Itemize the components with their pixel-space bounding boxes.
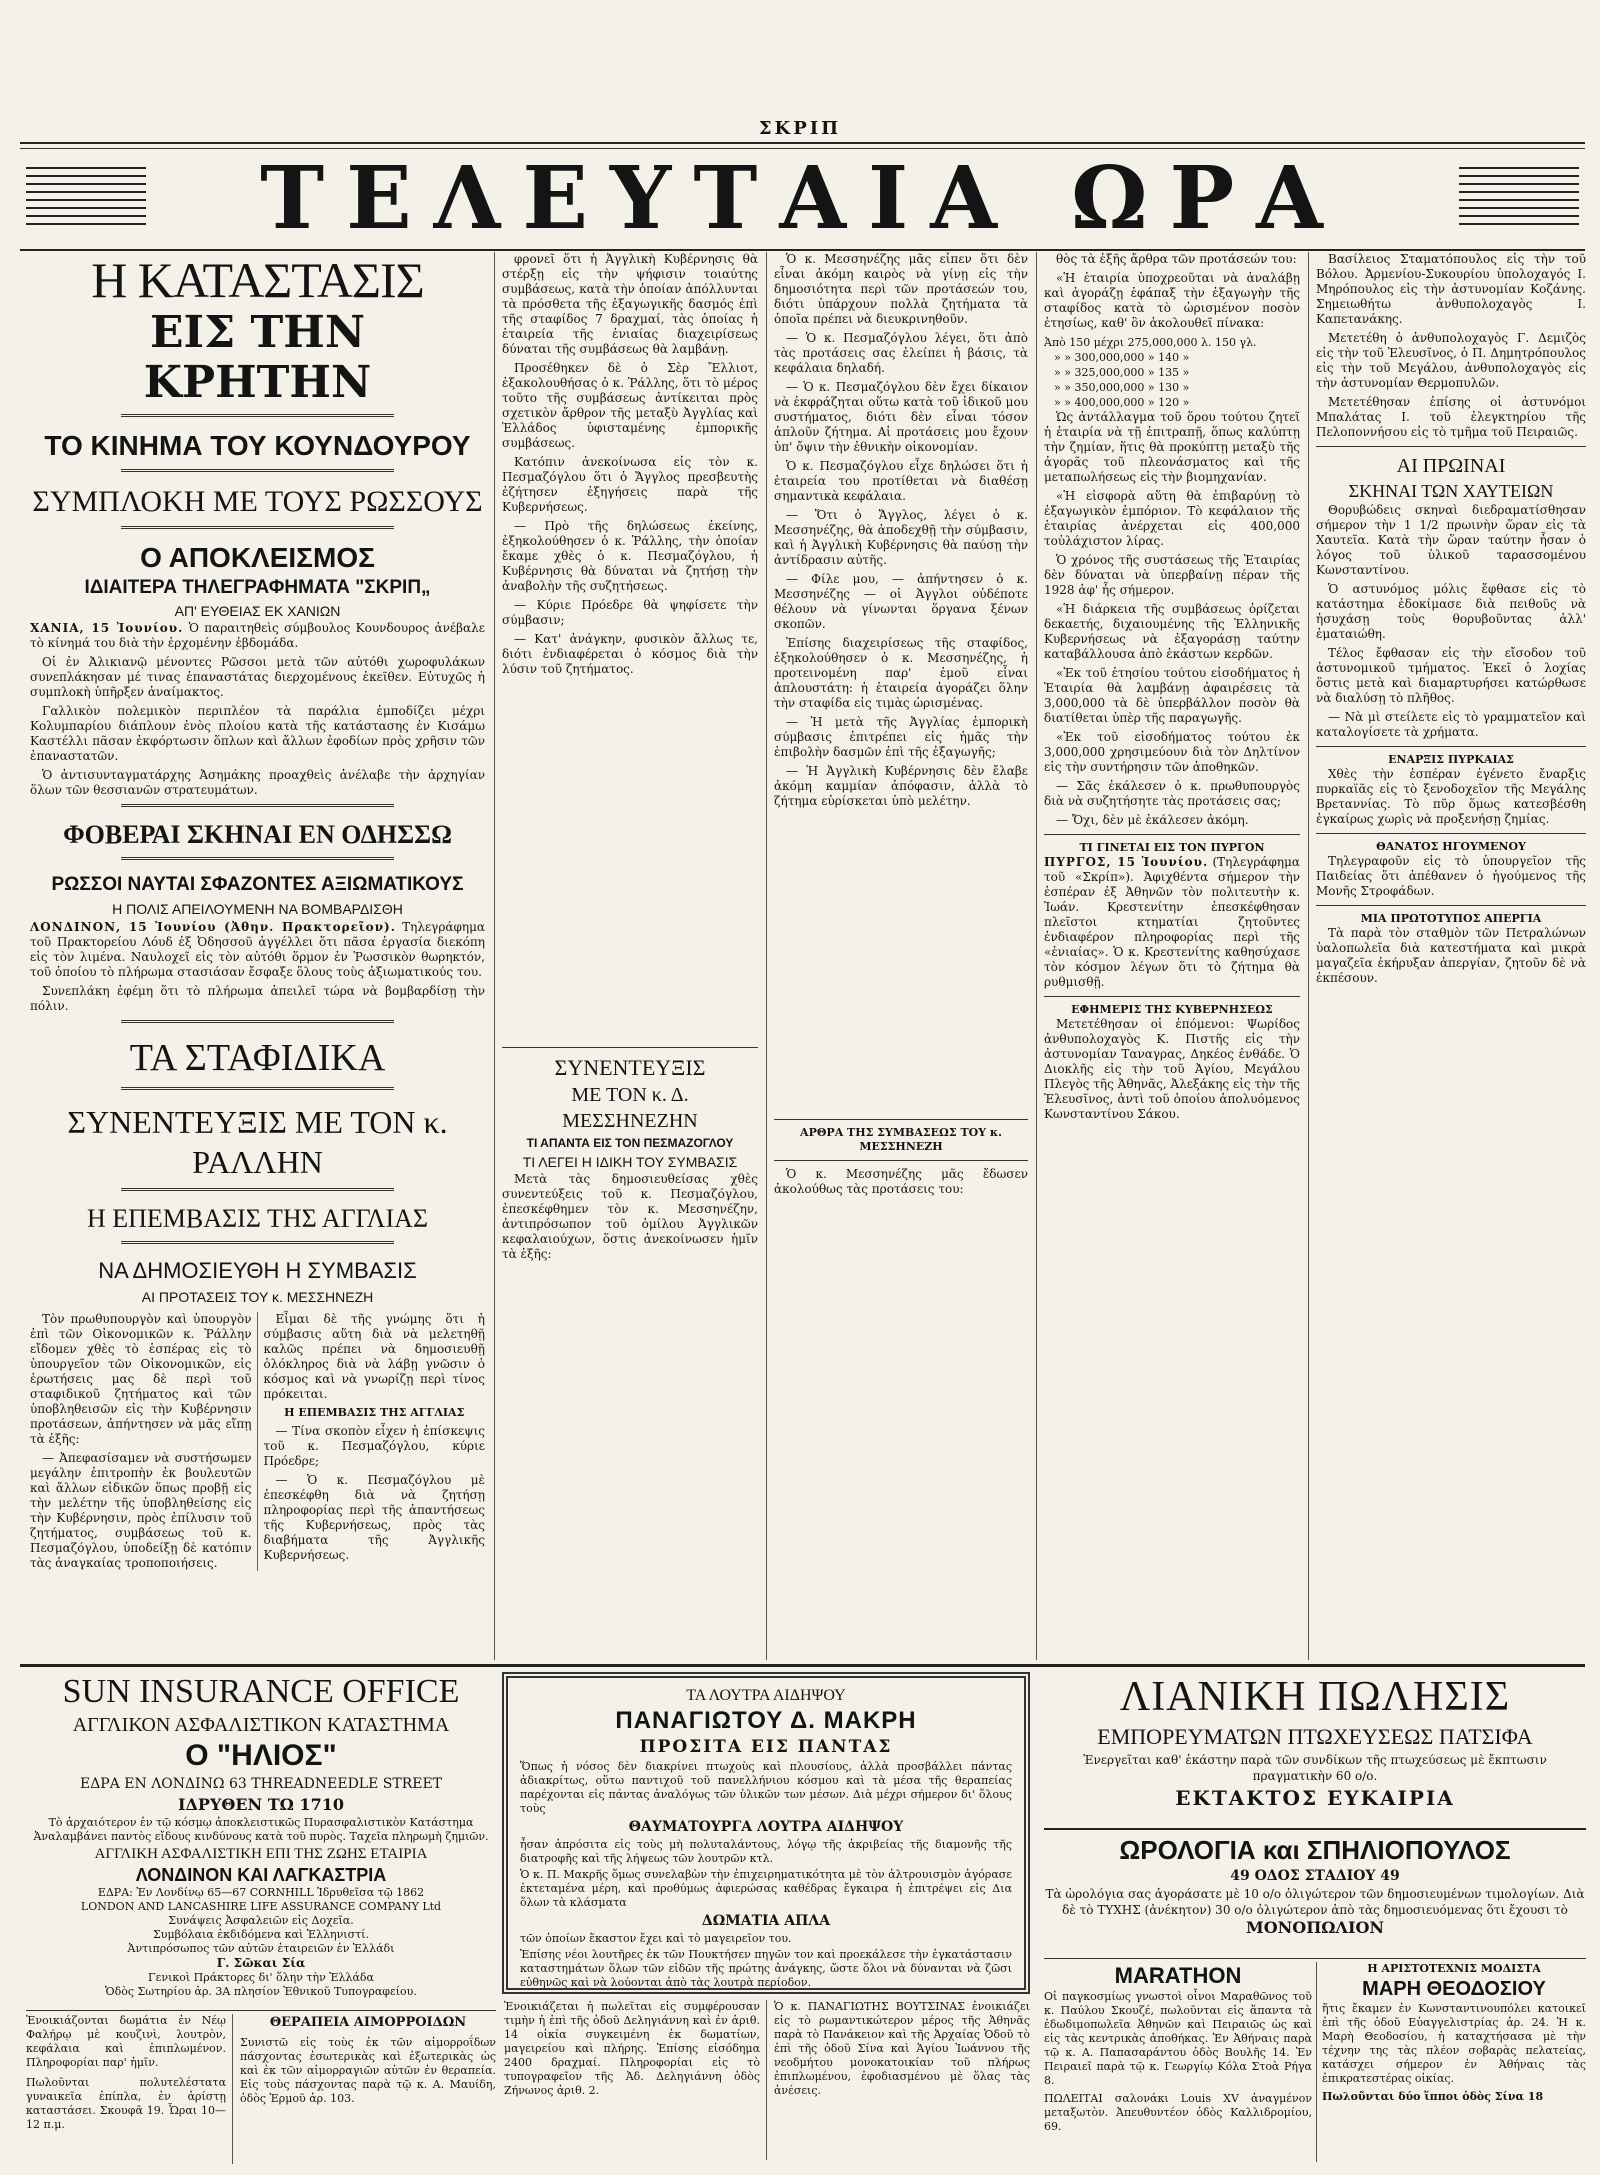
ad-loutra-aidipsou — [502, 1672, 1030, 1994]
crete-headline-6: ΙΔΙΑΙΤΕΡΑ ΤΗΛΕΓΡΑΦΗΜΑΤΑ "ΣΚΡΙΠ„ — [84, 577, 431, 598]
ornament — [121, 1087, 394, 1096]
syn-paragraph-1: Μετὰ τὰς δημοσιευθείσας χθὲς συνεντεύξεις τοῦ κ. Πεσμαζόγλου, ἐπεσκέφθημεν τὸν κ. Μεσσηνέζην, ἀντιπρόσωπον τοῦ ὀμίλου Ἀγγλικῶν κεφαλαιούχων, ὅστις ἀνεκοίνωσεν ἡμῖν τὰ ἑξῆς: — [502, 1172, 758, 1261]
ad-orologia — [1044, 1834, 1586, 1954]
col2-paragraph-4: — Πρὸ τῆς δηλώσεως ἐκείνης, ἐξηκολούθησεν ὁ κ. Ῥάλλης, τὴν ὁποίαν ἔκαμε χθὲς ὁ κ. Πεσμαζόγλου, ἡ Κυβέρνησις θὰ δύναται νὰ ζητήσῃ τὴν ἀναβολὴν τῆς συζητήσεως. — [502, 519, 758, 593]
ornament — [121, 857, 394, 866]
col4-paragraph-9: — Σᾶς ἐκάλεσεν ὁ κ. πρωθυπουργὸς διὰ νὰ συζητήσητε τὰς προτάσεις σας; — [1044, 779, 1300, 808]
lianiki-sub: ΕΜΠΟΡΕΥΜΑΤΩΝ ΠΤΩΧΕΥΣΕΩΣ ΠΑΤΣΙΦΑ — [1097, 1724, 1533, 1749]
loutra-p3: Ὁ κ. Π. Μακρῆς ὅμως συνελαβὼν τὴν ἐπιχειρηματικότητα μὲ τὸν ἀλτρουισμὸν ἀγόρασε ἐκτεταμένα μέρη, καὶ προθύμως ἀφιερώσας καθέδρας ἔγκαιρα ἡ ἐπιτρέψει εἰς Δια ὅλων τὰ κλάσματα — [520, 1868, 1012, 1909]
loutra-p2: ἦσαν ἀπρόσιτα εἰς τοὺς μὴ πολυταλάντους, λόγῳ τῆς ἀκριβείας τῆς διαμονῆς τῆς διατροφῆς καὶ τῆς λήψεως τῶν λουτρῶν κτλ. — [520, 1838, 1012, 1865]
loutra-p5: Ἐπίσης νέοι λουτῆρες ἐκ τῶν Πουκτήσεν πηγῶν τον καὶ προεκάλεσε τὴν ἐγκατάστασιν καταστημάτων ὅλων τῶν εἰδῶν τῆς πρώτης ἀνάγκης, ὥστε ὅλοι νὰ δύνανται νὰ ζῶσι εὐθηνῶς καὶ νὰ λούονται ἀπὸ τὰς λουτρὰ περίοδον. — [520, 1948, 1012, 1989]
syn-headline-4: ΤΙ ΛΕΓΕΙ Η ΙΔΙΚΗ ΤΟΥ ΣΥΜΒΑΣΙΣ — [522, 1154, 738, 1170]
staf-headline-1: ΤΑ ΣΤΑΦΙΔΙΚΑ — [129, 1037, 386, 1079]
col4-paragraph-4: «Ἡ εἰσφορὰ αὕτη θὰ ἐπιβαρύνῃ τὸ ἐξαγωγικὸν ἐμπόριον. Τὸ κεφάλαιον τῆς ἑταιρίας ἀνέρχεται εἰς 400,000 τοὐλάχιστον λίρας. — [1044, 489, 1300, 548]
staf-paragraph-4: — Τίνα σκοπὸν εἶχεν ἡ ἐπίσκεψις τοῦ κ. Πεσμαζόγλου, κύριε Πρόεδρε; — [263, 1424, 485, 1468]
odessa-paragraph-1 — [30, 920, 485, 980]
staf-headline-5: ΑΙ ΠΡΟΤΑΣΕΙΣ ΤΟΥ κ. ΜΕΣΣΗΝΕΖΗ — [141, 1289, 374, 1305]
modista-p2: Πωλοῦνται δύο ἵπποι ὁδὸς Σίνα 18 — [1322, 2090, 1544, 2103]
col-rule-4 — [1308, 252, 1309, 1660]
ornament — [121, 1188, 394, 1197]
separator — [1044, 996, 1300, 997]
enoik-text: Ἐνοικιάζεται ἡ πωλεῖται εἰς συμφέρουσαν τιμὴν ἡ ἐπὶ τῆς ὁδοῦ Δεληγιάννη καὶ ἐν ἀριθ. 14 οἰκία συγκειμένη ἐκ δωματίων, μαγειρείου καὶ πλήρης. Ἐπίσης εἰσόδημα 2400 δραχμαί. Πληροφορίαι εἰς τὸ τυπογραφεῖον τῆς Ἀδ. Δεληγιάννη ὁδὸς Ζήνωνος ἀριθ. 2. — [504, 2000, 760, 2097]
ads-rule — [26, 2010, 496, 2011]
haut-headline-1: ΑΙ ΠΡΩΙΝΑΙ — [1396, 455, 1506, 477]
col2-paragraph-5: — Κύριε Πρόεδρε θὰ ψηφίσετε τὴν σύμβασιν; — [502, 598, 758, 627]
col-rule-2 — [766, 252, 767, 1660]
arthra-headline: ΑΡΘΡΑ ΤΗΣ ΣΥΜΒΑΣΕΩΣ ΤΟΥ κ. ΜΕΣΣΗΝΕΖΗ — [800, 1126, 1002, 1153]
staf-headline-4: ΝΑ ΔΗΜΟΣΙΕΥΘΗ Η ΣΥΜΒΑΣΙΣ — [98, 1258, 417, 1283]
staf-subhead: Η ΕΠΕΜΒΑΣΙΣ ΤΗΣ ΑΓΓΛΙΑΣ — [284, 1406, 465, 1419]
staf-paragraph-5: — Ὁ κ. Πεσμαζόγλου μὲ ἐπεσκέφθη διὰ νὰ ζητήσῃ πληροφορίας περὶ τῆς ἀπαντήσεως τῆς Κυβερνήσεως, πρὸς τὰς διαβήματα τῆς Ἀγγλικῆς Κυβερνήσεως. — [263, 1473, 485, 1562]
ornament — [121, 1241, 394, 1250]
sun-line9: Ἀντιπρόσωπος τῶν αὐτῶν ἑταιρειῶν ἐν Ἑλλάδι — [127, 1942, 395, 1955]
ad-enoikiazetai — [504, 2000, 760, 2160]
sun-line7: Συνάψεις Ἀσφαλειῶν εἰς Δοχεῖα. — [168, 1914, 354, 1927]
col3-paragraph-1: Ὁ κ. Μεσσηνέζης μᾶς εἶπεν ὅτι δὲν εἶναι ἀκόμη καιρὸς νὰ γίνῃ εἰς τὴν δημοσιότητα περὶ τῶν προτάσεών του, διότι ὑπάρχουν πολλὰ ζητήματα τὰ ὁποῖα πρέπει νὰ διευκρινηθοῦν. — [774, 252, 1028, 326]
syn-headline-1: ΣΥΝΕΝΤΕΥΞΙΣ — [554, 1055, 706, 1080]
separator — [774, 1160, 1028, 1161]
modista-top: Η ΑΡΙΣΤΟΤΕΧΝΙΣ ΜΟΔΙΣΤΑ — [1367, 1962, 1541, 1975]
than-paragraph: Τηλεγραφοῦν εἰς τὸ ὑπουργεῖον τῆς Παιδείας ὅτι ἀπέθανεν ὁ ἡγούμενος τῆς Μονῆς Στροφάδων. — [1316, 854, 1586, 898]
col3-paragraph-4: Ὁ κ. Πεσμαζόγλου εἶχε δηλώσει ὅτι ἡ ἑταιρεία του προτίθεται νὰ διαθέσῃ σημαντικὰ κεφάλαια. — [774, 459, 1028, 503]
modista-text: ἥτις ἔκαμεν ἐν Κωνσταντινουπόλει κατοικεῖ ἐπὶ τῆς ὁδοῦ Εὐαγγελιστρίας ἀρ. 24. Ἡ κ. Μαρὴ Θεοδοσίου, ἡ καταχτήσασα μὲ τὴν τέχνην της τὰς πλέον σοβαρὰς πελατείας, κατάσχει σήμερον ἐν Ἀθήναις τὰς ἐπικρατεστέρας οἰκίας. — [1322, 2002, 1586, 2085]
col2-paragraph-2: Προσέθηκεν δὲ ὁ Σὲρ Ἔλλιοτ, ἐξακολουθήσας ὁ κ. Ῥάλλης, ὅτι τὸ μέρος τοῦτο τῆς συμβάσεως ἀντίκειται πρὸς σχετικὸν ἄρθρον τῆς μεταξὺ Ἀγγλίας καὶ Ἑλλάδος ὑφισταμένης ἐμπορικῆς συμβάσεως. — [502, 361, 758, 450]
ornament — [121, 526, 394, 535]
ad-voutsinas — [774, 2000, 1030, 2160]
col4-paragraph-5: Ὁ χρόνος τῆς συστάσεως τῆς Ἑταιρίας δὲν δύναται νὰ ὑπερβαίνῃ πέραν τῆς 1928 ἀφ' ἧς σήμερον. — [1044, 553, 1300, 597]
staf-paragraph-3: Εἶμαι δὲ τῆς γνώμης ὅτι ἡ σύμβασις αὕτη διὰ νὰ μελετηθῇ καλῶς πρέπει νὰ δημοσιευθῇ ὁλόκληρος διὰ νὰ λάβῃ γνῶσιν ὁ κόσμος καὶ νὰ γνωρίζῃ περὶ τίνος πρόκειται. — [263, 1312, 485, 1401]
syn-headline-3: ΤΙ ΑΠΑΝΤΑ ΕΙΣ ΤΟΝ ΠΕΣΜΑΖΟΓΛΟΥ — [526, 1136, 734, 1150]
haut-paragraph-4: — Νὰ μὶ στείλετε εἰς τὸ γραμματεῖον καὶ καταλογίσετε τὰ χρήματα. — [1316, 710, 1586, 739]
loutra-top: ΤΑ ΛΟΥΤΡΑ ΑΙΔΗΨΟΥ — [686, 1687, 846, 1704]
col2-paragraph-6: — Κατ' ἀνάγκην, φυσικὸν ἄλλως τε, διότι ἐνδιαφέρεται ὁ κόσμος διὰ τὴν λύσιν τοῦ ζητήματος. — [502, 632, 758, 676]
col4-table-row: » » 300,000,000 » 140 » — [1054, 351, 1190, 364]
odessa-headline-1: ΦΟΒΕΡΑΙ ΣΚΗΝΑΙ ΕΝ ΟΔΗΣΣΩ — [63, 820, 452, 849]
small-ad-2: Πωλοῦνται πολυτελέστατα γυναικεῖα ἐπίπλα, ἐν ἀρίστῃ καταστάσει. Σκουφᾶ 19. Ὧραι 10—12 π.μ. — [26, 2076, 226, 2131]
col4-table-intro: Ἀπὸ 150 μέχρι 275,000,000 λ. 150 γλ. — [1044, 336, 1257, 349]
separator — [1316, 746, 1586, 747]
pyrgos-headline: ΤΙ ΓΙΝΕΤΑΙ ΕΙΣ ΤΟΝ ΠΥΡΓΟΝ — [1079, 841, 1265, 854]
column-1 — [30, 252, 485, 1662]
haut-paragraph-2: Ὁ αστυνόμος μόλις ἔφθασε εἰς τὸ κατάστημα ἐδοκίμασε διὰ πειθοῦς νὰ ἡσυχάσῃ τοὺς θορυβοῦντας ἀλλ' ἐματαιώθη. — [1316, 582, 1586, 641]
col4-paragraph-6: «Ἡ διάρκεια τῆς συμβάσεως ὁρίζεται δεκαετής, διχαιουμένης τῆς Ἑλληνικῆς Κυβερνήσεως νὰ ἐξαγοράσῃ ταύτην καταβάλλουσα ἀπὸ ἑκάστων κερδῶν. — [1044, 602, 1300, 661]
ad-marathon — [1044, 1962, 1312, 2162]
separator — [1044, 834, 1300, 835]
col4-paragraph-1: θὸς τὰ ἑξῆς ἄρθρα τῶν προτάσεών του: — [1056, 252, 1297, 266]
sun-sub1: ΑΓΓΛΙΚΟΝ ΑΣΦΑΛΙΣΤΙΚΟΝ ΚΑΤΑΣΤΗΜΑ — [72, 1714, 450, 1736]
lianiki-title: ΛΙΑΝΙΚΗ ΠΩΛΗΣΙΣ — [1119, 1674, 1511, 1720]
ads-col-rule — [766, 2000, 767, 2160]
ornament — [121, 414, 394, 423]
col2-filler — [502, 681, 758, 1041]
staf-headline-2: ΣΥΝΕΝΤΕΥΞΙΣ ΜΕ ΤΟΝ κ. ΡΑΛΛΗΝ — [67, 1104, 448, 1180]
voutsina-text: Ὁ κ. ΠΑΝΑΓΙΩΤΗΣ ΒΟΥΤΣΙΝΑΣ ἐνοικιάζει εἰς τὸ ρωμαντικώτερον μέρος τῆς Ἀθηνᾶς παρὰ τὸ Πανάκειον καὶ τῆς Ἀρχαίας Ὁδοῦ τὸ ἐπὶ τῆς ὁδοῦ Σίνα καὶ Ἁγίου Ἰωάννου τῆς νεοδμήτου μονοκατοικίαν τοῦ πλήρως ἐπιπλωμένου, ἐφοδιασμένου μὲ ὅλας τὰς ἀνέσεις. — [774, 2000, 1030, 2097]
pyrgos-text: (Τηλεγράφημα τοῦ «Σκρίπ»). Ἀφιχθέντα σήμερον τὴν ἑσπέραν ἐξ Ἀθηνῶν τὸν πολιτευτὴν κ. Ἰωάν. Κρεστενίτην ἐπεσκέφθησαν πλεῖστοι κτηματίαι ζητοῦντες ἐνδιαφέρον πληροφορίας περὶ τῆς «ἑνιαίας». Ὁ κ. Κρεστενίτης καθησύχασε τὸν κόσμον λέγων ὅτι τὸ ζήτημα θὰ ρυθμισθῇ. — [1044, 855, 1300, 989]
col-rule-1 — [494, 252, 495, 1660]
ad-sun-insurance — [26, 1672, 496, 2008]
crete-paragraph-4: Ὁ ἀντισυνταγματάρχης Ἀσημάκης προαχθεὶς ἀνέλαβε τὴν ἀρχηγίαν ὅλων τῶν θεσσιανῶν στρατευμάτων. — [30, 768, 485, 797]
col4-paragraph-8: «Ἐκ τοῦ εἰσοδήματος τούτου ἐκ 3,000,000 χρησιμεύουν διὰ τὸν Δηλτίνον εἰς τὴν συντήρησιν τῶν ἀποθηκῶν. — [1044, 730, 1300, 774]
loutra-head2: ΘΑΥΜΑΤΟΥΡΓΑ ΛΟΥΤΡΑ ΑΙΔΗΨΟΥ — [628, 1819, 904, 1835]
sun-line1: ΕΔΡΑ ΕΝ ΛΟΝΔΙΝΩ 63 THREADNEEDLE STREET — [79, 1776, 443, 1792]
orologia-addr: 49 ΟΔΟΣ ΣΤΑΔΙΟΥ 49 — [1230, 1868, 1400, 1884]
pyrk-headline: ΕΝΑΡΞΙΣ ΠΥΡΚΑΙΑΣ — [1388, 753, 1514, 766]
col4-paragraph-10: — Ὄχι, δὲν μὲ ἐκάλεσεν ἀκόμη. — [1056, 813, 1249, 827]
sun-sub3: ΑΓΓΛΙΚΗ ΑΣΦΑΛΙΣΤΙΚΗ ΕΠΙ ΤΗΣ ΖΩΗΣ ΕΤΑΙΡΙΑ — [94, 1846, 428, 1862]
col4-table-row: » » 400,000,000 » 120 » — [1054, 396, 1190, 409]
orologia-text: Τὰ ὡρολόγια σας ἀγοράσατε μὲ 10 ο/ο ὀλιγώτερον τῶν δημοσιευμένων τιμολογίων. Διὰ δὲ τὸ ΤΥΧΗΣ (ἀνέκητον) 30 ο/ο ὀλιγώτερον ἀπὸ τὰς δημοσιευόμενας ὅτι ἔχουσι τὸ — [1045, 1887, 1585, 1917]
col5-paragraph-3: Μετετέθησαν ἐπίσης οἱ ἀστυνόμοι Μπαλάτας Ι. τοῦ ἐλεγκτηρίου τῆς Πελοποννήσου εἰς τὸ τμῆμα τοῦ Πειραιῶς. — [1316, 395, 1586, 439]
staf-paragraph-2: — Ἀπεφασίσαμεν νὰ συστήσωμεν μεγάλην ἐπιτροπὴν ἐκ βουλευτῶν καὶ ἄλλων εἰδικῶν ὅπως προβῇ εἰς τὴν μελέτην τῆς ὑποβληθείσης εἰς τὴν Κυβέρνησιν, πρὸς ἐπίλυσιν τοῦ ζητήματος, συμβάσεως τοῦ κ. Πεσμαζόγλου, ὑποδείξῃ δὲ κατόπιν τὰς ἀναγκαίας τροποποιήσεις. — [30, 1451, 252, 1570]
ad-small-classifieds — [26, 2014, 226, 2164]
ad-lianiki — [1044, 1672, 1586, 1822]
orologia-mono: ΜΟΝΟΠΩΛΙΟΝ — [1245, 1918, 1385, 1937]
col3-paragraph-2: — Ὁ κ. Πεσμαζόγλου λέγει, ὅτι ἀπὸ τὰς προτάσεις σας ἐλείπει ἡ βάσις, τὰ κεφάλαια δηλαδή. — [774, 331, 1028, 375]
pyrk-paragraph: Χθὲς τὴν ἑσπέραν ἐγένετο ἔναρξις πυρκαϊᾶς εἰς τὸ ξενοδοχεῖον τῆς Μεγάλης Βρεταννίας. Τὸ πῦρ ὅμως κατεσβέσθη ἐγκαίρως χωρὶς νὰ προξενήσῃ ζημίας. — [1316, 767, 1586, 826]
modista-name: ΜΑΡΗ ΘΕΟΔΟΣΙΟΥ — [1362, 1978, 1546, 2000]
sun-line11: Γενικοὶ Πράκτορες δι' ὅλην τὴν Ἑλλάδα — [148, 1971, 374, 1984]
col3-paragraph-6: — Φίλε μου, — ἀπήντησεν ὁ κ. Μεσσηνέζης — οἱ Ἀγγλοι οὐδέποτε θέλουν νὰ γίνωνται ὅργανα ξένων σκοπῶν. — [774, 572, 1028, 631]
ads-col-rule — [232, 2014, 233, 2164]
lianiki-big: ΕΚΤΑΚΤΟΣ ΕΥΚΑΙΡΙΑ — [1175, 1786, 1455, 1810]
loutra-p6 — [520, 1992, 1012, 1994]
top-label: ΣΚΡΙΠ — [758, 118, 842, 139]
masthead — [20, 148, 1585, 251]
ad-therapeia — [240, 2014, 496, 2164]
separator — [1316, 833, 1586, 834]
sun-line4: Ἀναλαμβάνει παντὸς εἴδους κινδύνους κατὰ τοῦ πυρὸς. Ταχεῖα πληρωμὴ ζημιῶν. — [33, 1830, 489, 1843]
marathon-p2: ΠΩΛΕΙΤΑΙ σαλονάκι Louis XV ἀναγμένον μεταξωτὸν. Ἀπευθυντέον ὁδὸς Καλλιδρομίου, 69. — [1044, 2092, 1312, 2133]
col5-paragraph-2: Μετετέθη ὁ ἀνθυπολοχαγὸς Γ. Δεμιζὸς εἰς τὴν τοῦ Ἐλευσῖνος, ὁ Π. Δημητρόπουλος εἰς τὴν τοῦ Μεγάλου, ἀνθυπολοχαγὸς εἰς τὴν ἀστυνομίαν Θερμοπυλῶν. — [1316, 331, 1586, 390]
than-headline: ΘΑΝΑΤΟΣ ΗΓΟΥΜΕΝΟΥ — [1376, 840, 1526, 853]
loutra-p1: Ὅπως ἡ νόσος δὲν διακρίνει πτωχοὺς καὶ πλουσίους, ἀλλὰ προσβάλλει πάντας ἀδιακρίτως, οὕτω παντιχοῦ τοῦ πανελλήνιου κόσμου καὶ τὰ μέσα τῆς θεραπείας παρέχονται εἰς πάντας ἀναλόγως τῶν ὑλικῶν των μέσων. Διὰ μέχρι σήμερον δι' ὅλους τοὺς — [520, 1760, 1012, 1815]
aperg-headline: ΜΙΑ ΠΡΩΤΟΤΥΠΟΣ ΑΠΕΡΓΙΑ — [1360, 912, 1542, 925]
col3-paragraph-3: — Ὁ κ. Πεσμαζόγλου δὲν ἔχει δίκαιον νὰ ἐκφράζηται οὕτω κατὰ τοῦ ἰδικοῦ μου συστήματος, διότι δὲν εἶναι τόσον ἁπλοῦν ζήτημα. Αἱ προτάσεις μου ἔχουν ὑπ' ὄψιν τὴν ἐθνικὴν οἰκονομίαν. — [774, 380, 1028, 454]
haut-paragraph-3: Τέλος ἔφθασαν εἰς τὴν εἴσοδον τοῦ ἀστυνομικοῦ τμήματος. Ἐκεῖ ὁ λοχίας ὅστις μετὰ καὶ διαμαρτυρήσει κατώρθωσε νὰ διαλύσῃ τὸ πλῆθος. — [1316, 646, 1586, 705]
crete-headline-3: ΤΟ ΚΙΝΗΜΑ ΤΟΥ ΚΟΥΝΔΟΥΡΟΥ — [44, 430, 471, 461]
col3-filler — [774, 813, 1028, 1113]
haut-headline-2: ΣΚΗΝΑΙ ΤΩΝ ΧΑΥΤΕΙΩΝ — [1348, 481, 1554, 501]
separator — [1316, 905, 1586, 906]
crete-headline-5: Ο ΑΠΟΚΛΕΙΣΜΟΣ — [140, 542, 375, 573]
sun-title: SUN INSURANCE OFFICE — [62, 1673, 460, 1710]
pyrgos-dateline: ΠΥΡΓΟΣ, 15 Ἰουνίου. — [1044, 855, 1209, 869]
ads-rule — [1044, 1828, 1586, 1830]
odessa-dateline: ΛΟΝΔΙΝΟΝ, 15 Ἰουνίου (Ἀθην. Πρακτορεῖον). — [30, 920, 396, 934]
staf-paragraph-1: Τὸν πρωθυπουργὸν καὶ ὑπουργὸν ἐπὶ τῶν Οἰκονομικῶν κ. Ῥάλλην εἴδομεν χθὲς τὸ ἑσπέρας εἰς τὸ ὑπουργεῖον τῶν Οἰκονομικῶν, εἰς ἐρωτήσεις μας δὲ περὶ τοῦ σταφιδικοῦ ζητήματος καὶ τῶν ὑποβληθεισῶν εἰς τὴν Κυβέρνησιν προτάσεων, ἀπήντησεν νὰ μᾶς εἴπῃ τὰ ἑξῆς: — [30, 1312, 252, 1446]
loutra-head3: ΔΩΜΑΤΙΑ ΑΠΛΑ — [701, 1913, 831, 1929]
col-rule-3 — [1036, 252, 1037, 1660]
crete-headline-7: ΑΠ' ΕΥΘΕΙΑΣ ΕΚ ΧΑΝΙΩΝ — [174, 603, 341, 619]
crete-paragraph-1 — [30, 621, 485, 651]
col3-paragraph-5: — Ὅτι ὁ Ἄγγλος, λέγει ὁ κ. Μεσσηνέζης, θὰ ἀποδεχθῇ τὴν σύμβασιν, καὶ ἡ Ἀγγλικὴ Κυβέρνησις θὰ παύσῃ τὴν ἀντίδρασιν αὐτῆς. — [774, 508, 1028, 567]
haut-paragraph-1: Θορυβώδεις σκηναὶ διεδραματίσθησαν σήμερον τὴν 1 1/2 πρωινὴν ὥραν εἰς τὰ Χαυτεῖα. Κατὰ τὴν ὥραν ταύτην ἦσαν ὁ λόγος τοῦ ὑλικοῦ ταρασσομένου Κωνσταντίνου. — [1316, 503, 1586, 577]
marathon-title: MARATHON — [1114, 1963, 1242, 1988]
ads-rule — [20, 1664, 1585, 1667]
col4-paragraph-7: «Ἐκ τοῦ ἐτησίου τούτου εἰσοδήματος ἡ Ἑταιρία θὰ λαμβάνῃ ἀφαιρέσεις τὰ 3,000,000 τὰ δὲ ὑπερβάλλον ποσὸν θὰ διατίθεται ὑπὲρ τῆς παραγωγῆς. — [1044, 666, 1300, 725]
col4-table-row: » » 350,000,000 » 130 » — [1054, 381, 1190, 394]
marathon-p1: Οἱ παγκοσμίως γνωστοὶ οἶνοι Μαραθῶνος τοῦ κ. Παύλου Σκουζέ, πωλοῦνται εἰς ἅπαντα τὰ ἐδωδιμοπωλεῖα Ἀθηνῶν καὶ Πειραιῶς ὡς καὶ εἰς τὰς κεντρικὰς ἀποθήκας. Ἐν Ἀθήναις παρὰ τῷ κ. Α. Παπασαράντου ὁδὸς Βουλῆς 14. Ἐν Πειραιεῖ παρὰ τῷ κ. Γεωργίῳ Κόλα Στοὰ Ρήγα 8. — [1044, 1990, 1312, 2087]
loutra-p4: τῶν ὁποίων ἕκαστον ἔχει καὶ τὸ μαγειρεῖον του. — [520, 1932, 792, 1945]
crete-headline-4: ΣΥΜΠΛΟΚΗ ΜΕ ΤΟΥΣ ΡΩΣΣΟΥΣ — [32, 485, 483, 518]
col5-paragraph-1: Βασίλειος Σταματόπουλος εἰς τὴν τοῦ Βόλου. Ἀρμενίου-Συκουρίου ὑπολοχαγός Ι. Μηρόπουλος εἰς τὴν ἀστυνομίαν Κοζάνης. Σημειωθήτω ἀνθυπολοχαγὸς Ι. Καπετανάκης. — [1316, 252, 1586, 326]
col4-paragraph-3: Ὡς ἀντάλλαγμα τοῦ ὅρου τούτου ζητεῖ ἡ ἑταιρία νὰ τῇ ἐπιτραπῇ, ὅπως καλύπτῃ τὴν ζημίαν, ἥτις θὰ προκύπτῃ μεταξὺ τῆς ἀγορᾶς τοῦ πλεονάσματος καὶ τῆς μεταπωλήσεως εἰς τὴν βιομηχανίαν. — [1044, 410, 1300, 484]
ornament — [121, 469, 394, 478]
sun-line12: Ὁδὸς Σωτηρίου ἀρ. 3Α πλησίον Ἐθνικοῦ Τυπογραφείου. — [105, 1985, 417, 1998]
ads-col-rule — [1316, 1962, 1317, 2162]
ad-modista — [1322, 1962, 1586, 2162]
small-ad-1: Ἐνοικιάζονται δωμάτια ἐν Νέῳ Φαλήρῳ μὲ κουζινὶ, λουτρὸν, κεφάλαια καὶ ἐπιπλωμένον. Πληροφορίαι παρ' ἡμῖν. — [26, 2014, 226, 2069]
sun-line8: Συμβόλαια ἐκδιδόμενα καὶ Ἑλληνιστί. — [153, 1928, 369, 1941]
therapeia-text: Συνιστῶ εἰς τοὺς ἐκ τῶν αἱμορροΐδων πάσχοντας ἐσωτερικὰς καὶ ἐξωτερικὰς ὡς καὶ ἐκ τῶν αἱμορραγιῶν αὐτῶν ἐν θεραπεία. Εἰς τοὺς πάσχοντας παρὰ τῷ κ. Α. Μαυίδη, ὁδὸς Ἑρμοῦ ἀρ. 103. — [240, 2036, 496, 2105]
syn-headline-2: ΜΕ ΤΟΝ κ. Δ. ΜΕΣΣΗΝΕΖΗΝ — [562, 1084, 698, 1132]
sun-line5: ΕΔΡΑ: Ἐν Λονδίνῳ 65—67 CORNHILL Ἱδρυθεῖσα τῷ 1862 — [97, 1886, 425, 1899]
pyrgos-paragraph — [1044, 855, 1300, 990]
col3-paragraph-7: Ἐπίσης διαχειρίσεως τῆς σταφίδος, ἐξηκολούθησεν ὁ κ. Μεσσηνέζης, ἡ προτεινομένη παρ' ἐμοῦ εἶναι ἀπλουστάτη: ἡ ἑταιρεία ἀγοράζει ὅλην τὴν σταφίδα εἰς τιμὰς ὡρισμένας. — [774, 636, 1028, 710]
loutra-sub: ΠΡΟΣΙΤΑ ΕΙΣ ΠΑΝΤΑΣ — [639, 1737, 893, 1757]
sun-line6: LONDON AND LANCASHIRE LIFE ASSURANCE COMPANY Ltd — [80, 1900, 442, 1913]
col4-table-row: » » 325,000,000 » 135 » — [1054, 366, 1190, 379]
sun-sub4: ΛΟΝΔΙΝΟΝ ΚΑΙ ΛΑΓΚΑΣΤΡΙΑ — [135, 1865, 387, 1885]
lianiki-text: Ἐνεργεῖται καθ' ἑκάστην παρὰ τῶν συνδίκων τῆς πτωχεύσεως μὲ ἔκπτωσιν πραγματικὴν 60 ο/ο. — [1083, 1753, 1547, 1783]
col3-paragraph-8: — Ἡ μετὰ τῆς Ἀγγλίας ἐμπορικὴ σύμβασις ἐπιτρέπει εἰς ἡμᾶς τὴν ἐπιβολὴν δασμῶν ἐπὶ τῆς ἐξαγωγῆς; — [774, 715, 1028, 759]
masthead-title: ΤΕΛΕΥΤΑΙΑ ΩΡΑ — [260, 148, 1345, 249]
staf-body — [30, 1312, 485, 1571]
separator — [502, 1047, 758, 1048]
eph-paragraph: Μετετέθησαν οἱ ἑπόμενοι: Ψωρίδος ἀνθυπολοχαγὸς Κ. Πιστῆς εἰς τὴν ἀστυνομίαν Ταναγρας, Δηκέος ἐνθάδε. Ὁ Διοκλῆς εἰς τὴν τοῦ Ἀγίου, Μεγάλου Πλεγὸς τῆς Ἀθηνᾶς, Ἀλεξάκης εἰς τὴν τῆς Ἐλευσῖνος, ἀντὶ τοῦ ὁποίου ἀπολυόμενος Κωνσταντίνου Σάκου. — [1044, 1017, 1300, 1121]
staf-headline-3: Η ΕΠΕΜΒΑΣΙΣ ΤΗΣ ΑΓΓΛΙΑΣ — [86, 1204, 429, 1233]
arthra-paragraph: Ὁ κ. Μεσσηνέζης μᾶς ἔδωσεν ἀκολούθως τὰς προτάσεις του: — [774, 1167, 1028, 1196]
therapeia-title: ΘΕΡΑΠΕΙΑ ΑΙΜΟΡΡΟΙΔΩΝ — [269, 2015, 467, 2030]
loutra-name: ΠΑΝΑΓΙΩΤΟΥ Δ. ΜΑΚΡΗ — [615, 1707, 917, 1734]
odessa-paragraph-2: Συνεπλάκη ἐφέμη ὅτι τὸ πλήρωμα ἀπειλεῖ τώρα νὰ βομβαρδίσῃ τὴν πόλιν. — [30, 984, 485, 1013]
sun-sub2: Ο "ΗΛΙΟΣ" — [185, 1739, 337, 1772]
column-2 — [502, 252, 758, 1662]
column-4 — [1044, 252, 1300, 1662]
odessa-headline-3: Η ΠΟΛΙΣ ΑΠΕΙΛΟΥΜΕΝΗ ΝΑ ΒΟΜΒΑΡΔΙΣΘΗ — [112, 901, 403, 917]
sun-line10: Γ. Σῶκαι Σία — [216, 1956, 306, 1970]
ornament — [121, 804, 394, 813]
crete-paragraph-2: Οἱ ἐν Ἀλικιανῷ μένοντες Ρῶσσοι μετὰ τῶν αὐτόθι χωροφυλάκων συνεπλάκησαν μέ τινας ἐπαναστάτας διερχομένους ἐκεῖθεν. Εὐτυχῶς ἡ συμπλοκὴ ὑπῆρξεν ἀναίμακτος. — [30, 655, 485, 699]
column-5 — [1316, 252, 1586, 1662]
crete-paragraph-3: Γαλλικὸν πολεμικὸν περιπλέον τὰ παράλια ἐμποδίζει μέχρι Κολυμπαρίου διάπλουν ἐνὸς πλοίου κατὰ τῆς κατάστασης ἐν Κισάμω Καστέλλι πᾶσαν ἐκφόρτωσιν ὅπλων καὶ ἄλλων ἐφοδίων πρὸς χρῆσιν τῶν ἐπαναστατῶν. — [30, 704, 485, 763]
top-rule — [20, 142, 1585, 144]
eph-headline: ΕΦΗΜΕΡΙΣ ΤΗΣ ΚΥΒΕΡΝΗΣΕΩΣ — [1071, 1003, 1273, 1016]
crete-text-1: Ὁ παραιτηθεὶς σύμβουλος Κουνδουρος ἀνέβαλε τὸ κίνημά του διὰ τὴν ἐρχομένην ἑβδομάδα. — [30, 621, 485, 650]
separator — [1316, 446, 1586, 447]
sun-line2: ΙΔΡΥΘΕΝ ΤΩ 1710 — [178, 1795, 344, 1814]
col3-paragraph-9: — Ἡ Ἀγγλικὴ Κυβέρνησις δὲν ἔλαβε ἀκόμη καμμίαν ἀπόφασιν, ἀλλὰ τὸ ζήτημα εὑρίσκεται ὑπὸ μελέτην. — [774, 764, 1028, 808]
col2-paragraph-1: φρονεῖ ὅτι ἡ Ἀγγλικὴ Κυβέρνησις θὰ στέρξῃ εἰς τὴν ψήφισιν τοιαύτης συμβάσεως, κατὰ τὴν ὁποίαν ἀπόλλυνται τὰ πρόσθετα τῆς ἐξαγωγικῆς δασμός ἐπὶ τῆς σταφίδος 7 δραχμαί, τὰς ὁποίας ἡ ἑταιρεία τῆς ἐνιαίας διαχειρίσεως δύναται τῆς συμβάσεως θὰ λαμβάνῃ. — [502, 252, 758, 356]
ornament — [121, 1020, 394, 1029]
sun-line3: Τὸ ἀρχαιότερον ἐν τῷ κόσμῳ ἀποκλειστικῶς Πυρασφαλιστικὸν Κατάστημα — [48, 1816, 474, 1829]
odessa-headline-2: ΡΩΣΣΟΙ ΝΑΥΤΑΙ ΣΦΑΖΟΝΤΕΣ ΑΞΙΩΜΑΤΙΚΟΥΣ — [51, 874, 464, 895]
crete-dateline: ΧΑΝΙΑ, 15 Ἰουνίου. — [30, 621, 184, 635]
aperg-paragraph: Τὰ παρὰ τὸν σταθμὸν τῶν Πετραλώνων ὑαλοπωλεῖα διὰ κατεστήματα καὶ μικρὰ μαγαζεῖα ἐκήρυξαν ἀπεργίαν, ζητοῦν δὲ νὰ ἐκπέσουν. — [1316, 926, 1586, 985]
crete-headline-2: ΕΙΣ ΤΗΝ ΚΡΗΤΗΝ — [143, 307, 372, 408]
column-3 — [774, 252, 1028, 1662]
col2-paragraph-3: Κατόπιν ἀνεκοίνωσα εἰς τὸν κ. Πεσμαζόγλου ὅτι ὁ Ἄγγλος πρεσβευτὴς ἐζήτησεν ἐξηγήσεις παρὰ τῆς Κυβερνήσεως. — [502, 455, 758, 514]
separator — [774, 1119, 1028, 1120]
ads-rule — [1044, 1958, 1586, 1959]
odessa-text-1: Τηλεγράφημα τοῦ Πρακτορείου Λόυδ ἐξ Ὀδησσοῦ ἀγγέλλει ὅτι πᾶσα ἐργασία διεκόπη εἰς τὸν λιμένα. Ναυλοχεῖ εἰς τὸν αὐτόθι ὅρμον ἐν Ῥωσσικὸν θωρηκτόν, τοῦ ὁποίου τὸ πλήρωμα στασιάσαν ἔσφαξε ὅλους τοὺς ἀξιωματικούς του. — [30, 920, 485, 979]
orologia-title: ΩΡΟΛΟΓΙΑ και ΣΠΗΛΙΟΠΟΥΛΟΣ — [1119, 1835, 1511, 1865]
crete-headline-1: Η ΚΑΤΑΣΤΑΣΙΣ — [91, 252, 424, 308]
col4-paragraph-2: «Ἡ ἑταιρία ὑποχρεοῦται νὰ ἀναλάβῃ καὶ ἀγοράζῃ ἐφάπαξ τὴν ἐξαγωγὴν τῆς σταφίδος κατὰ τὸ ὡρισμένον ποσὸν ἐτησίως, καθ' ὃν ἀκολουθεῖ πίνακα: — [1044, 271, 1300, 330]
